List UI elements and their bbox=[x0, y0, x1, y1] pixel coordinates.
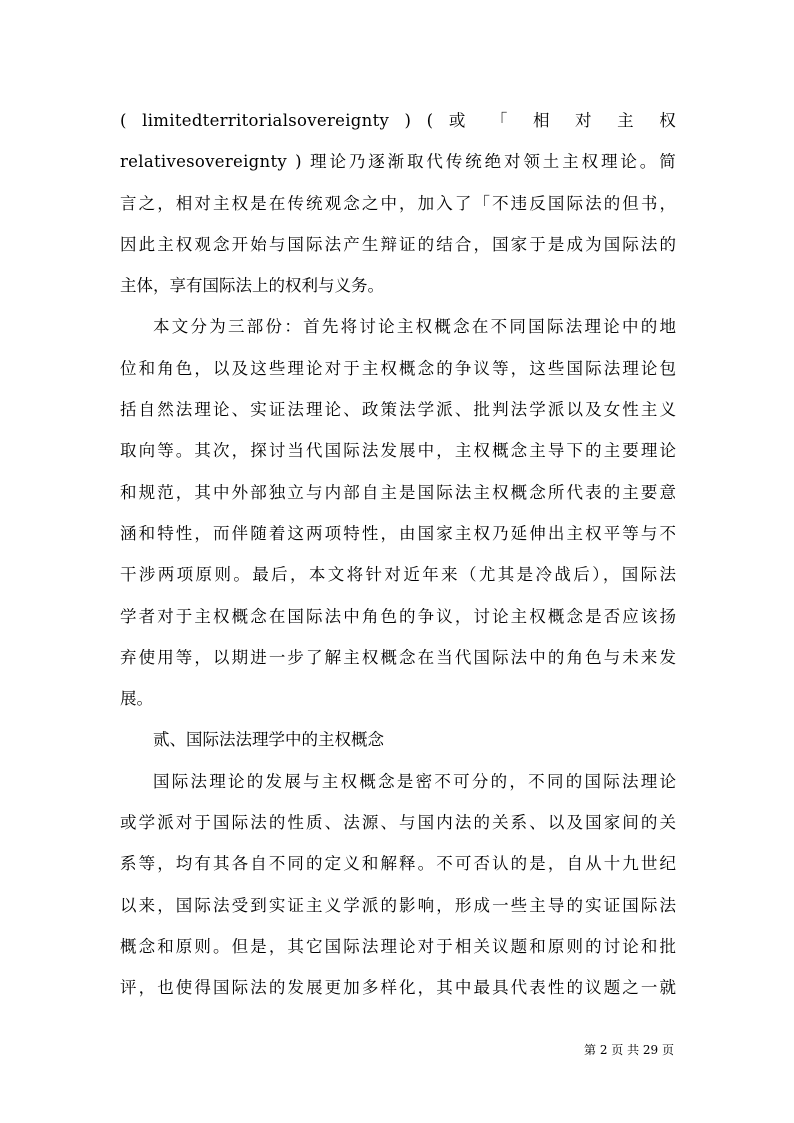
text-line: 评，也使得国际法的发展更加多样化，其中最具代表性的议题之一就 bbox=[120, 978, 676, 998]
text-line: 展。 bbox=[120, 689, 153, 709]
text-line: 学者对于主权概念在国际法中角色的争议，讨论主权概念是否应该扬 bbox=[120, 606, 676, 626]
text-line: 主体，享有国际法上的权利与义务。 bbox=[120, 276, 384, 296]
paragraph-first-line: 本文分为三部份：首先将讨论主权概念在不同国际法理论中的地 bbox=[153, 317, 676, 337]
text-line: 以来，国际法受到实证主义学派的影响，形成一些主导的实证国际法 bbox=[120, 895, 676, 915]
page-footer bbox=[0, 1042, 794, 1058]
paragraph-first-line: 国际法理论的发展与主权概念是密不可分的，不同的国际法理论 bbox=[153, 771, 676, 791]
page-number: 第 2 页 共 29 页 bbox=[584, 1043, 674, 1057]
text-line: 括自然法理论、实证法理论、政策法学派、批判法学派以及女性主义 bbox=[120, 400, 676, 420]
document-body bbox=[120, 100, 676, 1009]
text-line: 系等，均有其各自不同的定义和解释。不可否认的是，自从十九世纪 bbox=[120, 854, 676, 874]
text-line: 位和角色，以及这些理论对于主权概念的争议等，这些国际法理论包 bbox=[120, 358, 676, 378]
text-line: relativesovereignty ) 理论乃逐渐取代传统绝对领土主权理论。简 bbox=[120, 152, 676, 172]
text-line: 言之，相对主权是在传统观念之中，加入了「不违反国际法的但书， bbox=[120, 193, 676, 213]
text-line: 因此主权观念开始与国际法产生辩证的结合，国家于是成为国际法的 bbox=[120, 234, 676, 254]
text-line: 取向等。其次，探讨当代国际法发展中，主权概念主导下的主要理论 bbox=[120, 441, 676, 461]
text-line: 概念和原则。但是，其它国际法理论对于相关议题和原则的讨论和批 bbox=[120, 936, 676, 956]
text-line: 和规范，其中外部独立与内部自主是国际法主权概念所代表的主要意 bbox=[120, 482, 676, 502]
text-line: 干涉两项原则。最后，本文将针对近年来（尤其是冷战后），国际法 bbox=[120, 565, 676, 585]
text-line: 或学派对于国际法的性质、法源、与国内法的关系、以及国家间的关 bbox=[120, 813, 676, 833]
text-line: ( limitedterritorialsovereignty ) ( 或 「 相 对 主 权 bbox=[120, 111, 676, 130]
text-line: 弃使用等，以期进一步了解主权概念在当代国际法中的角色与未来发 bbox=[120, 647, 676, 667]
text-line: 涵和特性，而伴随着这两项特性，由国家主权乃延伸出主权平等与不 bbox=[120, 523, 676, 543]
section-heading: 贰、国际法法理学中的主权概念 bbox=[153, 730, 384, 750]
